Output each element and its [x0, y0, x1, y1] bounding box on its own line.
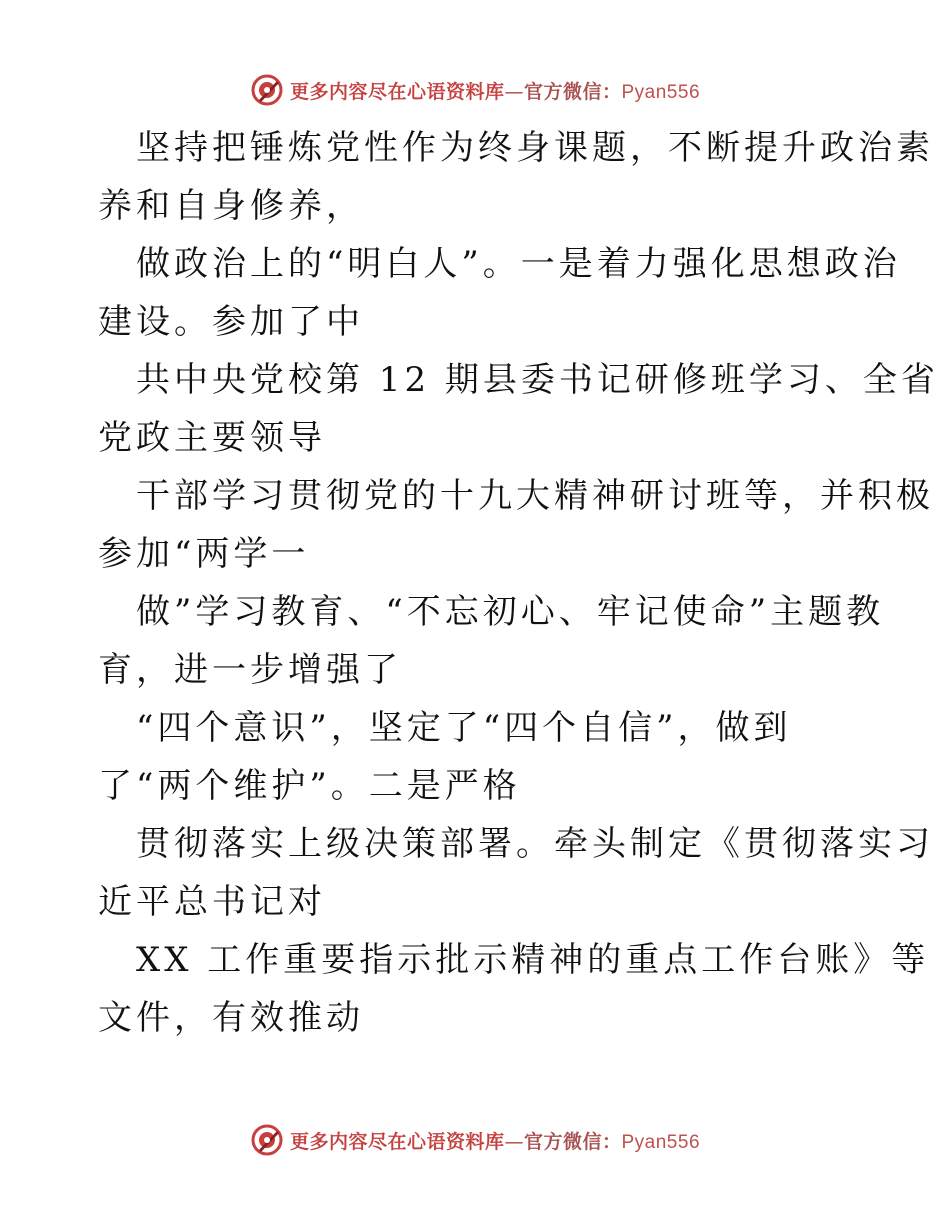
paragraph-5-line-2: 育，进一步增强了 — [98, 650, 402, 690]
paragraph-8-line-1: XX 工作重要指示批示精神的重点工作台账》等 — [136, 940, 930, 980]
paragraph-3-line-1: 共中央党校第 12 期县委书记研修班学习、全省 — [136, 360, 939, 400]
pen-logo-icon — [250, 1123, 284, 1157]
paragraph-1-line-1: 坚持把锤炼党性作为终身课题，不断提升政治素 — [136, 128, 934, 168]
watermark-separator: — — [504, 1130, 524, 1153]
watermark-official: 官方微信： — [523, 80, 622, 103]
footer-watermark — [0, 1120, 950, 1160]
watermark-id: Pyan556 — [621, 1131, 701, 1153]
watermark-id: Pyan556 — [621, 81, 701, 103]
paragraph-7-line-1: 贯彻落实上级决策部署。牵头制定《贯彻落实习 — [136, 824, 934, 864]
paragraph-3-line-2: 党政主要领导 — [98, 418, 326, 458]
paragraph-6-line-1: “四个意识”，坚定了“四个自信”，做到 — [136, 708, 792, 748]
paragraph-8-line-2: 文件，有效推动 — [98, 998, 364, 1038]
paragraph-2-line-2: 建设。参加了中 — [98, 302, 364, 342]
paragraph-4-line-1: 干部学习贯彻党的十九大精神研讨班等，并积极 — [136, 476, 934, 516]
paragraph-7-line-2: 近平总书记对 — [98, 882, 326, 922]
paragraph-2-line-1: 做政治上的“明白人”。一是着力强化思想政治 — [136, 244, 901, 284]
watermark-main: 更多内容尽在心语资料库 — [289, 80, 505, 103]
paragraph-4-line-2: 参加“两学一 — [98, 534, 310, 574]
watermark-official: 官方微信： — [523, 1130, 622, 1153]
watermark-main: 更多内容尽在心语资料库 — [289, 1130, 505, 1153]
watermark-separator: — — [504, 80, 524, 103]
watermark-text — [290, 1127, 700, 1154]
paragraph-6-line-2: 了“两个维护”。二是严格 — [98, 766, 521, 806]
paragraph-1-line-2: 养和自身修养， — [98, 186, 364, 226]
paragraph-5-line-1: 做”学习教育、“不忘初心、牢记使命”主题教 — [136, 592, 885, 632]
